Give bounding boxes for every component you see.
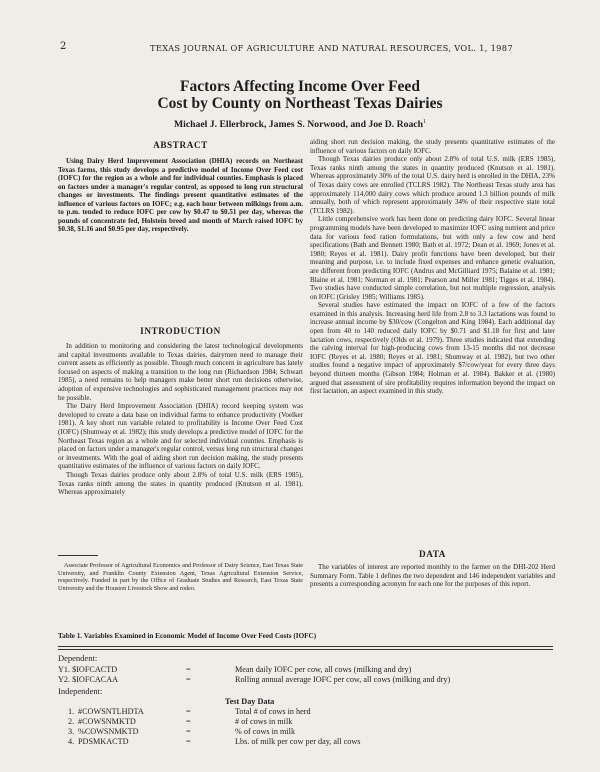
footnote-rule (58, 555, 98, 556)
variable-code: PDSMKACTD (78, 737, 129, 746)
abstract-heading: ABSTRACT (153, 140, 208, 150)
running-header: TEXAS JOURNAL OF AGRICULTURE AND NATURAL RESOURCES, VOL. 1, 1987 (150, 43, 513, 53)
data-body (310, 563, 555, 589)
abstract-paragraph: Using Dairy Herd Improvement Association (DHIA) records on Northeast Texas farms, this study develops a predictive model of Income Over Feed cost (IOFC) for the region as a whole and for individual counties. Emphasis is placed on factors under a manager's regular control, as opposed to long run structural changes or investments. The findings present quantitative estimates of the influence of various factors on IOFC; e.g. each hour between milkings from a.m. to p.m. tended to reduce IOFC per cow by $0.47 to $0.51 per day, whereas the pounds of concentrate fed, Holstein breed and month of March raised IOFC by $0.38, $1.16 and $0.95 per day, respectively. (58, 157, 303, 234)
title-line-1: Factors Affecting Income Over Feed (180, 78, 420, 95)
authors-text: Michael J. Ellerbrock, James S. Norwood, and Joe D. Roach (174, 119, 423, 131)
footnote (58, 562, 303, 592)
variable-description: Rolling annual average IOFC per cow, all cows (milking and dry) (235, 675, 451, 684)
table-rule (58, 649, 553, 650)
variable-code: #COWSNMKTD (78, 717, 136, 726)
right-column-body (310, 138, 555, 396)
row-number: 4. (68, 737, 75, 746)
row-number: 3. (68, 727, 75, 736)
title-line-2: Cost by County on Northeast Texas Dairies (157, 95, 443, 112)
abstract-body (58, 157, 303, 234)
intro-paragraph: Though Texas dairies produce only about 2.8% of total U.S. milk (ERS 1985), Texas ranks ninth among the states in quantity produced (Knutson et al. 1981). Whereas approximately (58, 470, 303, 497)
right-paragraph: aiding short run decision making, the study presents quantitative estimates of the influence of various factors on daily IOFC. (310, 138, 555, 155)
variable-description: % of cows in milk (235, 727, 296, 736)
variable-code: %COWSNMKTD (78, 727, 139, 736)
footnote-text: Associate Professor of Agricultural Economics and Professor of Dairy Science, East Texas State University, and Franklin County Extension Agent, Texas Agricultural Extension Service, respectively. Funded in part by the Office of Graduate Studies and Research, East Texas State University and the Houston Livestock Show and rodeo. (58, 562, 303, 592)
author-footnote-mark: 1 (423, 119, 426, 125)
introduction-body (58, 342, 303, 497)
independent-label: Independent: (58, 686, 103, 696)
right-paragraph: Though Texas dairies produce only about 2.8% of total U.S. milk (ERS 1985), Texas ranks ninth among the states in quantity produced (Knutson et al. 1981). Whereas approximately 30% of the total U.S. dairy herd is enrolled in the DHIA, 23% of Texas dairy cows are enrolled (TCLRS 1982). The Northeast Texas study area has approximately 114,000 dairy cows which produce around 1.3 billion pounds of milk annually, both of which represent approximately 34% of their respective state total (TCLRS 1982). (310, 155, 555, 215)
variable-code: Y2. $IOFCACAA (58, 675, 119, 684)
row-number: 1. (68, 707, 75, 716)
variable-code: #COWSNTLHDTA (78, 707, 144, 716)
variable-description: Mean daily IOFC per cow, all cows (milking and dry) (235, 665, 412, 674)
variable-description: Lbs. of milk per cow per day, all cows (235, 737, 361, 746)
variable-description: Total # of cows in herd (235, 707, 311, 716)
test-day-heading: Test Day Data (225, 697, 275, 706)
equals-sign: = (186, 727, 191, 736)
intro-paragraph: The Dairy Herd Improvement Association (DHIA) record keeping system was developed to create a data base on individual farms to enhance productivity (Voelker 1981). A key short run variable related to profitability is Income Over Feed Cost (IOFC) (Shumway et al. 1982); this study develops a predictive model of IOFC for the Northeast Texas region as a whole and for selected individual counties. Emphasis is placed on factors under a manager's regular control, versus long run structural changes or investments. With the goal of aiding short run decision making, the study presents quantitative estimates of the influence of various factors on daily IOFC. (58, 402, 303, 471)
data-heading: DATA (418, 549, 447, 559)
equals-sign: = (186, 737, 191, 746)
author-line (0, 119, 600, 130)
table-rule (58, 646, 553, 647)
equals-sign: = (186, 717, 191, 726)
intro-paragraph: In addition to monitoring and considering the latest technological developments and capital investments available to Texas dairies, dairymen need to manage their current assets as efficiently as possible. Though much concern in agriculture has lately focused on aspects of making a transition to the long run (Richardson 1984; Schwart 1985), a need remains to help managers make better short run decisions otherwise, adoption of expensive technologies and sophisticated management practices may not be possible. (58, 342, 303, 402)
variable-description: # of cows in milk (235, 717, 293, 726)
right-paragraph: Several studies have estimated the impact on IOFC of a few of the factors examined in this analysis. Increasing herd life from 2.8 to 3.3 lactations was found to increase annual income by $30/cow (Congelton and King 1984). Each additional day open from 40 to 140 reduced daily IOFC by $0.71 and $1.18 for first and later lactation cows, respectively (Olds et al. 1979). Three studies indicated that extending the calving interval for high-producing cows from 13-15 months did not decrease IOFC (Reyes et al. 1980; Reyes et al. 1981; Shumway et al. 1982), but two other studies found a negative impact of approximately $7/cow/year for every three days beyond thirteen months (Gibson 1984; Holman et al. 1984). Bakker et al. (1980) argued that assessment of sire profitability requires information beyond the impact on first lactation, an aspect examined in this study. (310, 301, 555, 396)
right-paragraph: Little comprehensive work has been done on predicting dairy IOFC. Several linear programming models have been developed to maximize IOFC using nutrient and price data for various feed ration formulations, but with only a few cow and herd specifications (Bath and Bennett 1980; Bath et al. 1972; Dean et al. 1969; Jones et al. 1980; Reyes et al. 1981). Dairy profit functions have been developed, but their meaning and purpose, i.e. to include fixed expenses and enhance genetic evaluation, are different from predicting IOFC (Andrus and McGilliard 1975; Balaine et al. 1981; Blaine et al. 1981; Norman et al. 1981; Pearson and Miller 1981; Tigges et al. 1984). Two studies have conducted simple correlation, but not multiple regression, analysis on IOFC (Grisley 1985; Williams 1985). (310, 215, 555, 301)
equals-sign: = (186, 665, 191, 674)
variable-code: Y1. $IOFCACTD (58, 665, 118, 674)
dependent-label: Dependent: (58, 653, 98, 663)
equals-sign: = (186, 675, 191, 684)
table-title: Table 1. Variables Examined in Economic Model of Income Over Feed Costs (IOFC) (58, 632, 317, 640)
row-number: 2. (68, 717, 75, 726)
equals-sign: = (186, 707, 191, 716)
article-title (0, 78, 600, 112)
page-number: 2 (60, 41, 67, 52)
data-paragraph: The variables of interest are reported monthly to the farmer on the DHI-202 Herd Summary Form. Table 1 defines the two dependent and 146 independent variables and presents a corresponding acronym for each one for the purposes of this report. (310, 563, 555, 589)
introduction-heading: INTRODUCTION (140, 326, 221, 336)
